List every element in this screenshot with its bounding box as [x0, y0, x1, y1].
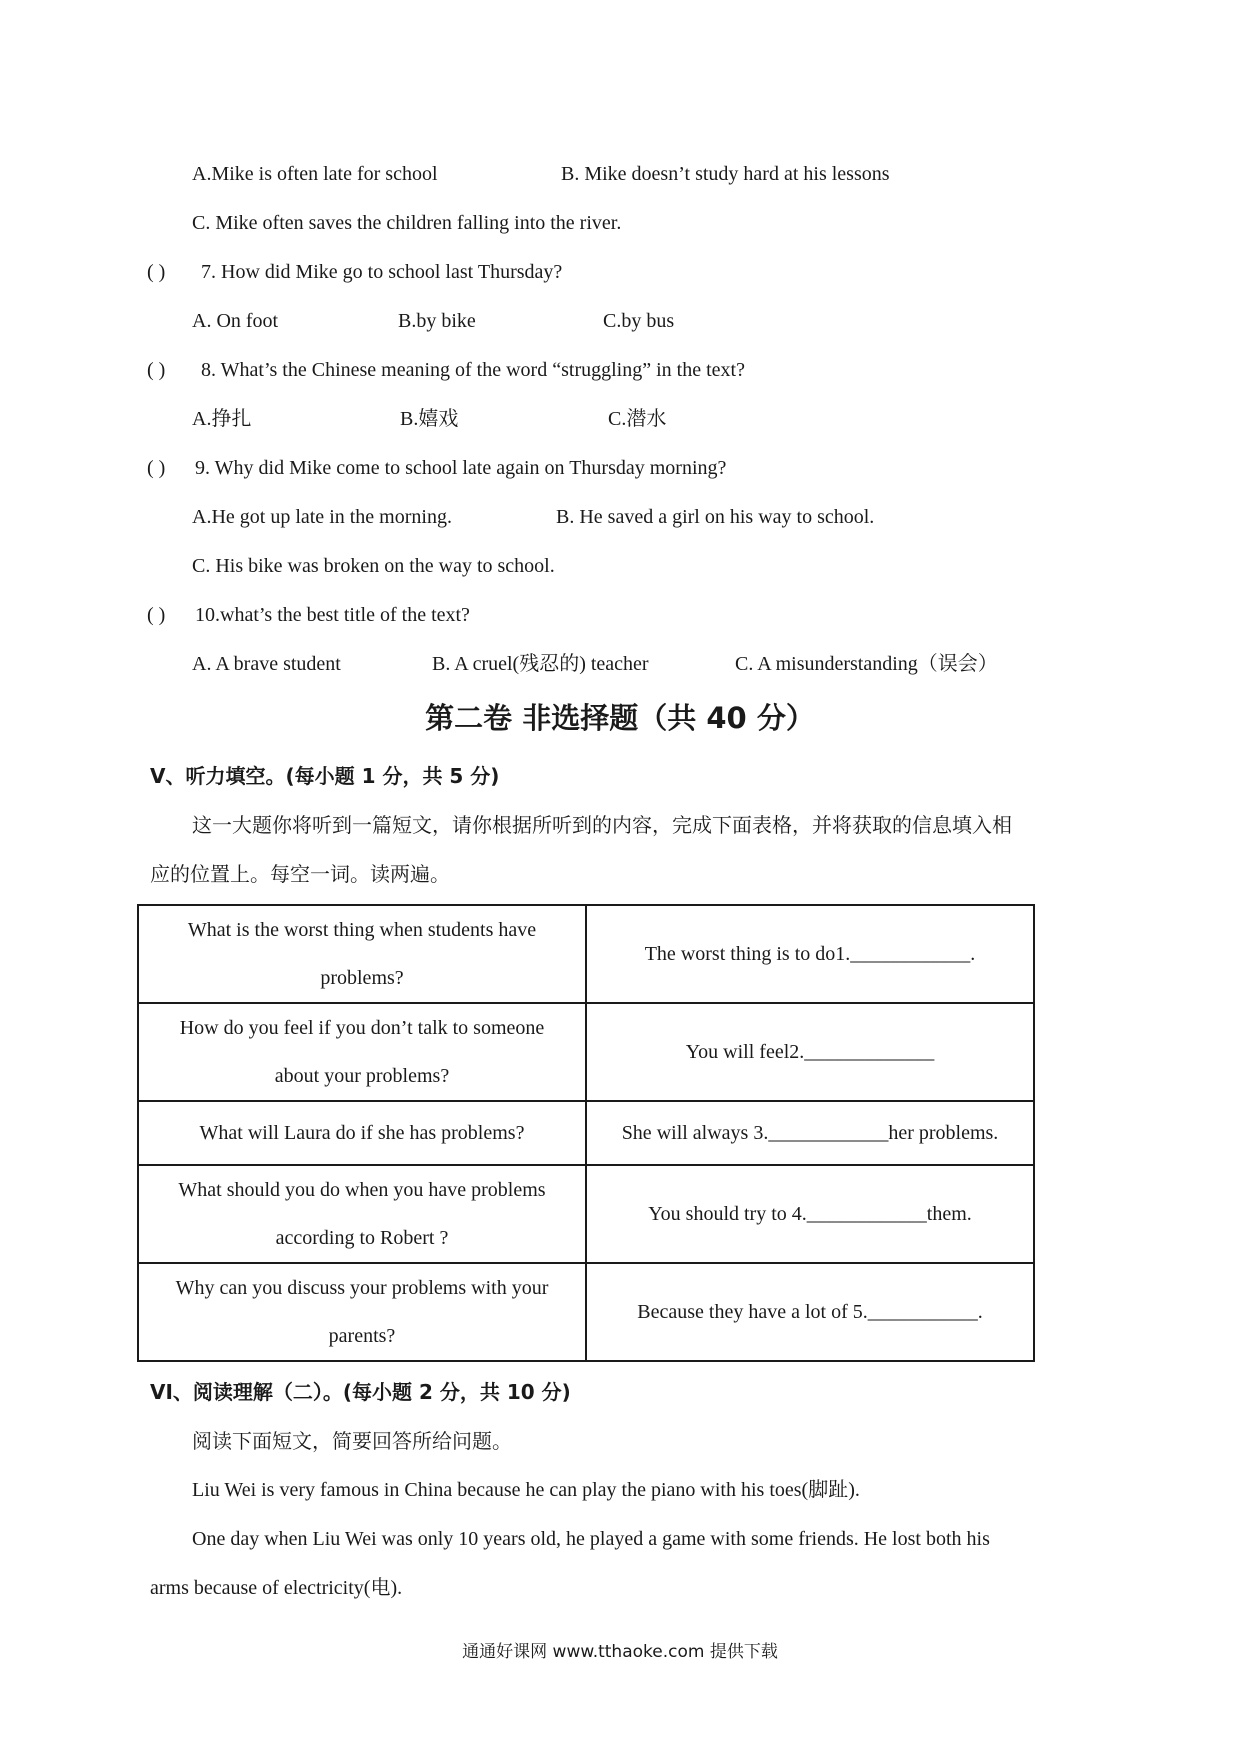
- q7-question: 7. How did Mike go to school last Thursday?: [201, 261, 563, 283]
- q10-answer-paren: ( ): [147, 604, 166, 626]
- table-answer-cell: She will always 3.____________her problems.: [586, 1101, 1034, 1165]
- q10-option-b: B. A cruel(残忍的) teacher: [432, 653, 649, 675]
- q8-answer-paren: ( ): [147, 359, 166, 381]
- q6-option-c: C. Mike often saves the children falling into the river.: [192, 212, 622, 234]
- passage-paragraph-2-line2: arms because of electricity(电).: [150, 1577, 403, 1599]
- question-text-line2: about your problems?: [274, 1065, 450, 1087]
- question-text-line2: parents?: [328, 1325, 396, 1347]
- table-answer-cell: Because they have a lot of 5.___________.: [586, 1263, 1034, 1361]
- q8-option-c: C.潜水: [608, 408, 667, 430]
- table-row: [138, 1101, 1034, 1165]
- question-text-line1: Why can you discuss your problems with your: [175, 1277, 549, 1299]
- passage-paragraph-2-line1: One day when Liu Wei was only 10 years old, he played a game with some friends. He lost both his: [192, 1528, 990, 1550]
- q9-question: 9. Why did Mike come to school late again on Thursday morning?: [195, 457, 727, 479]
- table-question-cell: [138, 905, 586, 1003]
- table-row: [138, 1003, 1034, 1101]
- q8-option-b: B.嬉戏: [400, 408, 459, 430]
- part2-title: 第二卷 非选择题（共 40 分）: [425, 701, 815, 735]
- question-text-line1: How do you feel if you don’t talk to someone: [179, 1017, 545, 1039]
- q7-answer-paren: ( ): [147, 261, 166, 283]
- section5-heading: V、听力填空。(每小题 1 分，共 5 分): [150, 764, 500, 788]
- table-answer-cell: You will feel2._____________: [586, 1003, 1034, 1101]
- table-question-cell: [138, 1263, 586, 1361]
- q9-answer-paren: ( ): [147, 457, 166, 479]
- table-question-cell: [138, 1003, 586, 1101]
- table-answer-cell: You should try to 4.____________them.: [586, 1165, 1034, 1263]
- q9-option-b: B. He saved a girl on his way to school.: [556, 506, 875, 528]
- q9-option-a: A.He got up late in the morning.: [192, 506, 452, 528]
- listening-table: [137, 904, 1035, 1362]
- section6-heading: VI、阅读理解（二）。(每小题 2 分，共 10 分): [150, 1380, 571, 1404]
- table-question-cell: [138, 1101, 586, 1165]
- q7-option-b: B.by bike: [398, 310, 476, 332]
- question-text-line1: What is the worst thing when students have: [187, 919, 537, 941]
- section5-instruction-line1: 这一大题你将听到一篇短文，请你根据所听到的内容，完成下面表格，并将获取的信息填入相: [192, 813, 1012, 837]
- q8-question: 8. What’s the Chinese meaning of the word “struggling” in the text?: [201, 359, 745, 381]
- table-row: [138, 905, 1034, 1003]
- q6-option-a: A.Mike is often late for school: [192, 163, 438, 185]
- question-text-line1: What will Laura do if she has problems?: [199, 1122, 525, 1144]
- q8-option-a: A.挣扎: [192, 408, 252, 430]
- section5-instruction-line2: 应的位置上。每空一词。读两遍。: [150, 862, 450, 886]
- q7-option-c: C.by bus: [603, 310, 675, 332]
- table-row: [138, 1263, 1034, 1361]
- q9-option-c: C. His bike was broken on the way to school.: [192, 555, 555, 577]
- table-answer-cell: The worst thing is to do1.____________.: [586, 905, 1034, 1003]
- table-question-cell: [138, 1165, 586, 1263]
- question-text-line2: problems?: [320, 967, 404, 989]
- q6-option-b: B. Mike doesn’t study hard at his lessons: [561, 163, 890, 185]
- q10-question: 10.what’s the best title of the text?: [195, 604, 470, 626]
- q10-option-a: A. A brave student: [192, 653, 341, 675]
- question-text-line2: according to Robert ?: [275, 1227, 449, 1249]
- question-text-line1: What should you do when you have problems: [178, 1179, 546, 1201]
- section6-instruction: 阅读下面短文，简要回答所给问题。: [192, 1429, 512, 1453]
- table-row: [138, 1165, 1034, 1263]
- passage-paragraph-1: Liu Wei is very famous in China because he can play the piano with his toes(脚趾).: [192, 1479, 860, 1501]
- q7-option-a: A. On foot: [192, 310, 279, 332]
- q10-option-c: C. A misunderstanding（误会）: [735, 653, 998, 675]
- page-footer: 通通好课网 www.tthaoke.com 提供下载: [462, 1642, 778, 1662]
